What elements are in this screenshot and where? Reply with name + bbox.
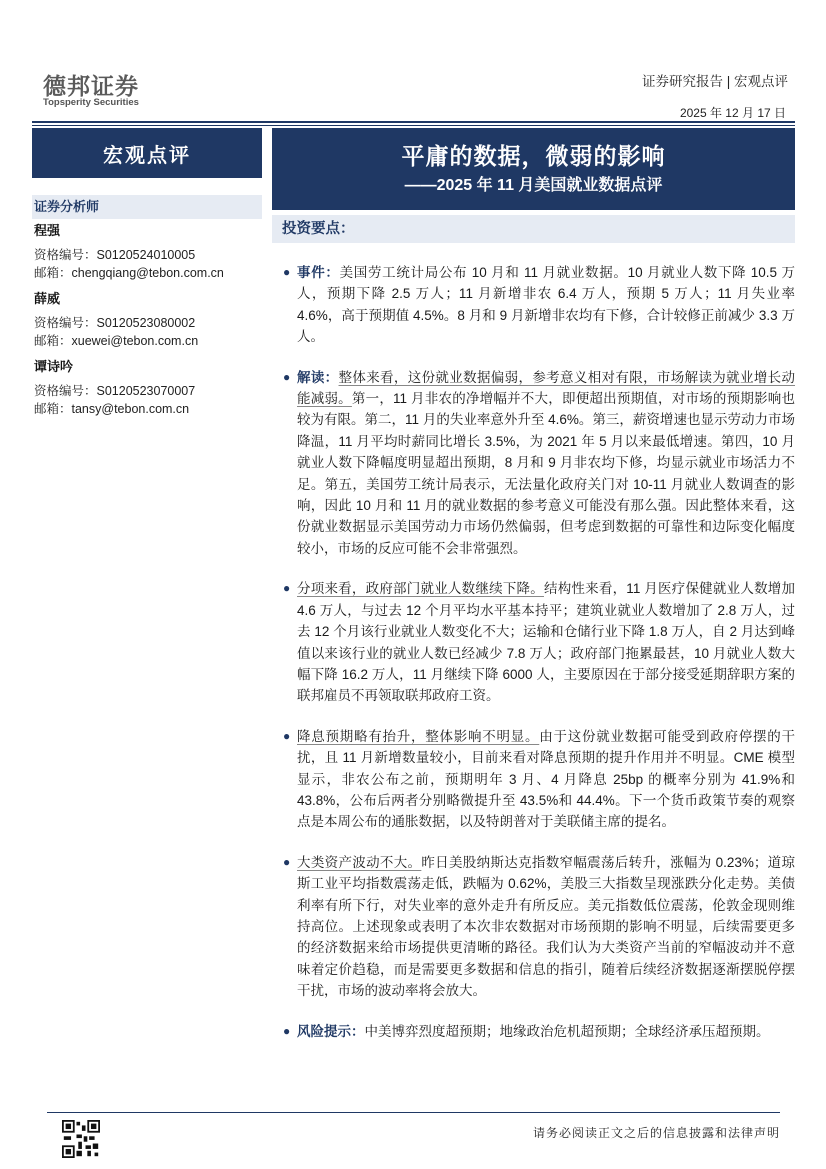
header-divider-thin — [32, 125, 795, 126]
key-point-lead: 风险提示： — [297, 1023, 365, 1039]
key-points-list — [283, 262, 795, 1061]
analyst-email[interactable]: 邮箱：xuewei@tebon.com.cn — [34, 334, 199, 348]
key-point-body: 结构性来看，11 月医疗保健就业人数增加 4.6 万人，与过去 12 个月平均水平基本持平；建筑业就业人数增加了 2.8 万人，过去 12 个月该行业就业人数变化不大；运输和仓储行业下降 1.8 万人，自 2 月达到峰值以来该行业的就业人数已经减少 7.8 万人；政府部门拖累最甚，10 月就业人数大幅下降 16.2 万人，11 月继续下降 6000 人，主要原因在于部分接受延期辞职方案的联邦雇员不再领取联邦政府工资。 — [297, 581, 796, 704]
key-point-summary: 大类资产波动不大。 — [297, 854, 422, 870]
key-point-body: 昨日美股纳斯达克指数窄幅震荡后转升，涨幅为 0.23%；道琼斯工业平均指数震荡走低，跌幅为 0.62%，美股三大指数呈现涨跌分化走势。美债利率有所下行，对失业率的意外走升有所反应。美元指数低位震荡，伦敦金现则维持高位。上述现象或表明了本次非农数据对市场预期的影响不明显，后续需要更多的经济数据来给市场提供更清晰的路径。我们认为大类资产当前的窄幅波动并不意味着定价趋稳，而是需要更多数据和信息的指引，随着后续经济数据逐渐摆脱停摆干扰，市场的波动率将会放大。 — [297, 854, 796, 999]
key-point-body: 由于这份就业数据可能受到政府停摆的干扰，且 11 月新增数量较小，目前来看对降息预期的提升作用并不明显。CME 模型显示，非农公布之前，预期明年 3 月、4 月降息 25bp 的概率分别为 41.9%和 43.8%，公布后两者分别略微提升至 43.5%和 44.4%。下一个货币政策节奏的观察点是本周公布的通胀数据，以及特朗普对于美联储主席的提名。 — [297, 728, 795, 830]
header-divider — [32, 121, 795, 123]
key-point-risk — [283, 1021, 795, 1042]
footer-divider — [47, 1112, 780, 1113]
bullet-icon: ● — [283, 1023, 291, 1038]
analyst-email[interactable]: 邮箱：tansy@tebon.com.cn — [34, 402, 190, 416]
page-subtitle: ——2025 年 11 月美国就业数据点评 — [404, 177, 663, 194]
key-point-summary: 降息预期略有抬升，整体影响不明显。 — [297, 728, 540, 744]
bullet-icon: ● — [283, 369, 291, 384]
page-title: 平庸的数据，微弱的影响 — [401, 143, 666, 169]
analyst-email[interactable]: 邮箱：chengqiang@tebon.com.cn — [34, 266, 224, 280]
bullet-icon: ● — [283, 854, 291, 869]
key-point-lead: 事件： — [297, 265, 340, 280]
analyst-name: 薛威 — [34, 291, 61, 306]
analyst-name: 程强 — [34, 223, 61, 238]
report-type: 证券研究报告 | 宏观点评 — [641, 74, 788, 89]
key-point-summary: 整体来看，这份就业数据偏弱，参考意义相对有限，市场解读为就业增长动能减弱。 — [297, 369, 796, 407]
analyst-cert: 资格编号：S0120524010005 — [34, 248, 196, 262]
key-point-summary: 分项来看，政府部门就业人数继续下降。 — [297, 581, 544, 597]
bullet-icon: ● — [283, 728, 291, 743]
report-date: 2025 年 12 月 17 日 — [679, 106, 786, 120]
key-point-assets — [283, 852, 795, 1002]
logo-text: 德邦证券 — [43, 73, 139, 99]
bullet-icon: ● — [283, 265, 291, 279]
key-point-body: 美国劳工统计局公布 10 月和 11 月就业数据。10 月就业人数下降 10.5 万人，预期下降 2.5 万人；11 月新增非农 6.4 万人，预期 5 万人；11 月失业率 4.6%，高于预期值 4.5%。8 月和 9 月新增非农均有下修，合计较修正前减少 3.3 万人。 — [297, 265, 796, 345]
key-points-heading: 投资要点： — [272, 215, 795, 243]
category-box: 宏观点评 — [32, 128, 262, 178]
key-point-event — [283, 262, 795, 348]
analyst-name: 谭诗吟 — [34, 359, 74, 374]
analyst-entry — [34, 222, 262, 282]
key-point-lead: 解读： — [297, 369, 339, 385]
key-point-interpretation — [283, 367, 795, 560]
logo-subtitle: Topsperity Securities — [43, 97, 139, 108]
analyst-list — [34, 222, 262, 426]
qr-code-icon — [62, 1120, 100, 1158]
key-point-rate-cut — [283, 726, 795, 833]
analyst-entry — [34, 358, 262, 418]
analyst-entry — [34, 290, 262, 350]
key-point-body: 中美博弈烈度超预期；地缘政治危机超预期；全球经济承压超预期。 — [364, 1023, 770, 1039]
analyst-cert: 资格编号：S0120523080002 — [34, 316, 196, 330]
key-point-body: 第一，11 月非农的净增幅并不大，即便超出预期值，对市场的预期影响也较为有限。第二，11 月的失业率意外升至 4.6%。第三，薪资增速也显示劳动力市场降温，11 月平均时薪同比增长 3.5%，为 2021 年 5 月以来最低增速。第四，10 月就业人数下降幅度明显超出预期，8 月和 9 月非农均下修，均显示就业市场活力不足。第五，美国劳工统计局表示，无法量化政府关门对 10-11 月就业人数调查的影响，因此 10 月和 11 月的就业数据的参考意义可能没有那么强。因此整体来看，这份就业数据显示美国劳动力市场仍然偏弱，但考虑到数据的可靠性和边际变化幅度较小，市场的反应可能不会非常强烈。 — [297, 391, 796, 556]
analyst-cert: 资格编号：S0120523070007 — [34, 384, 196, 398]
analyst-heading: 证券分析师 — [32, 195, 262, 219]
footer-disclaimer: 请务必阅读正文之后的信息披露和法律声明 — [532, 1126, 780, 1140]
key-point-sectors — [283, 578, 795, 706]
title-box — [272, 128, 795, 210]
bullet-icon: ● — [283, 581, 291, 596]
